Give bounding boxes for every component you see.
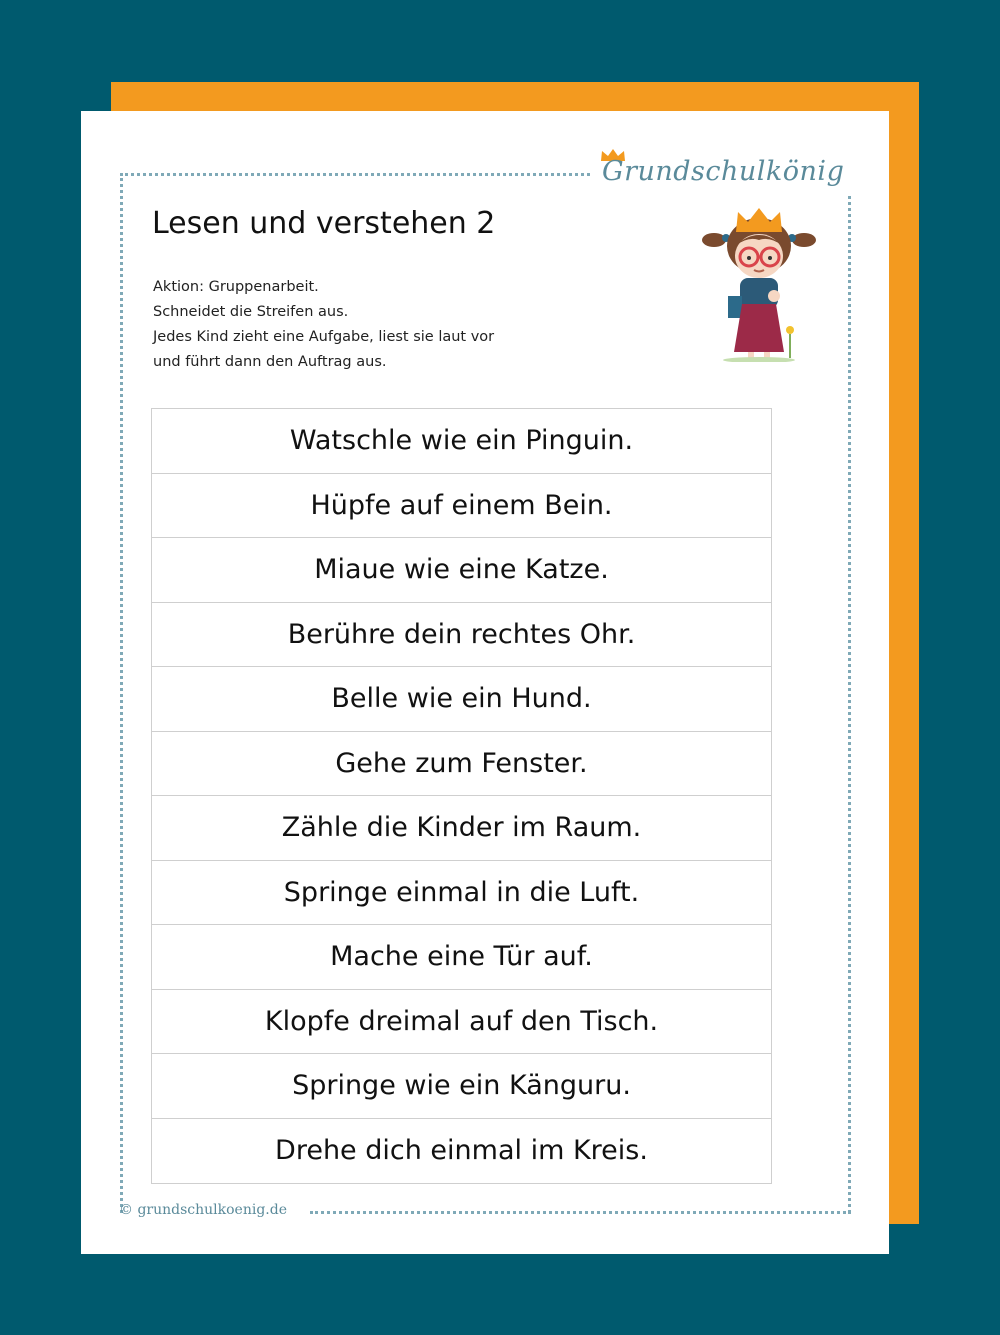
task-strip-text: Zähle die Kinder im Raum.	[281, 812, 642, 844]
task-strip	[152, 1119, 771, 1184]
dotted-border-bottom	[310, 1211, 851, 1214]
brand-name: Grundschulkönig	[602, 156, 845, 187]
instruction-line: und führt dann den Auftrag aus.	[153, 354, 387, 370]
task-strip	[152, 796, 771, 861]
task-strip	[152, 603, 771, 668]
instruction-line: Schneidet die Streifen aus.	[153, 304, 349, 320]
task-strip-text: Belle wie ein Hund.	[331, 683, 592, 715]
task-strip-text: Miaue wie eine Katze.	[314, 554, 609, 586]
dotted-border-right	[848, 196, 851, 1213]
instruction-line: Aktion: Gruppenarbeit.	[153, 279, 319, 295]
dotted-border-left	[120, 173, 123, 1213]
task-strip	[152, 667, 771, 732]
instruction-line: Jedes Kind zieht eine Aufgabe, liest sie laut vor	[153, 329, 495, 345]
task-strip	[152, 861, 771, 926]
task-strip-text: Klopfe dreimal auf den Tisch.	[264, 1005, 659, 1037]
girl-illustration	[700, 204, 818, 362]
task-strip-text: Gehe zum Fenster.	[335, 747, 588, 779]
task-strip	[152, 925, 771, 990]
task-strip-text: Hüpfe auf einem Bein.	[310, 489, 613, 521]
task-strip-text: Mache eine Tür auf.	[330, 941, 593, 973]
dotted-border-top	[120, 173, 590, 176]
task-strip-text: Springe wie ein Känguru.	[292, 1070, 631, 1102]
task-strip	[152, 474, 771, 539]
brand-logo	[600, 148, 858, 192]
instructions	[153, 275, 573, 375]
task-strip-text: Watschle wie ein Pinguin.	[289, 425, 634, 457]
task-strip	[152, 409, 771, 474]
task-strip	[152, 538, 771, 603]
task-strip	[152, 990, 771, 1055]
cut-out-strips	[151, 408, 772, 1184]
task-strip	[152, 732, 771, 797]
task-strip-text: Berühre dein rechtes Ohr.	[287, 618, 636, 650]
task-strip-text: Drehe dich einmal im Kreis.	[275, 1135, 648, 1167]
copyright-footer: © grundschulkoenig.de	[119, 1202, 287, 1218]
task-strip-text: Springe einmal in die Luft.	[283, 876, 640, 908]
worksheet-title: Lesen und verstehen 2	[152, 206, 496, 241]
task-strip	[152, 1054, 771, 1119]
